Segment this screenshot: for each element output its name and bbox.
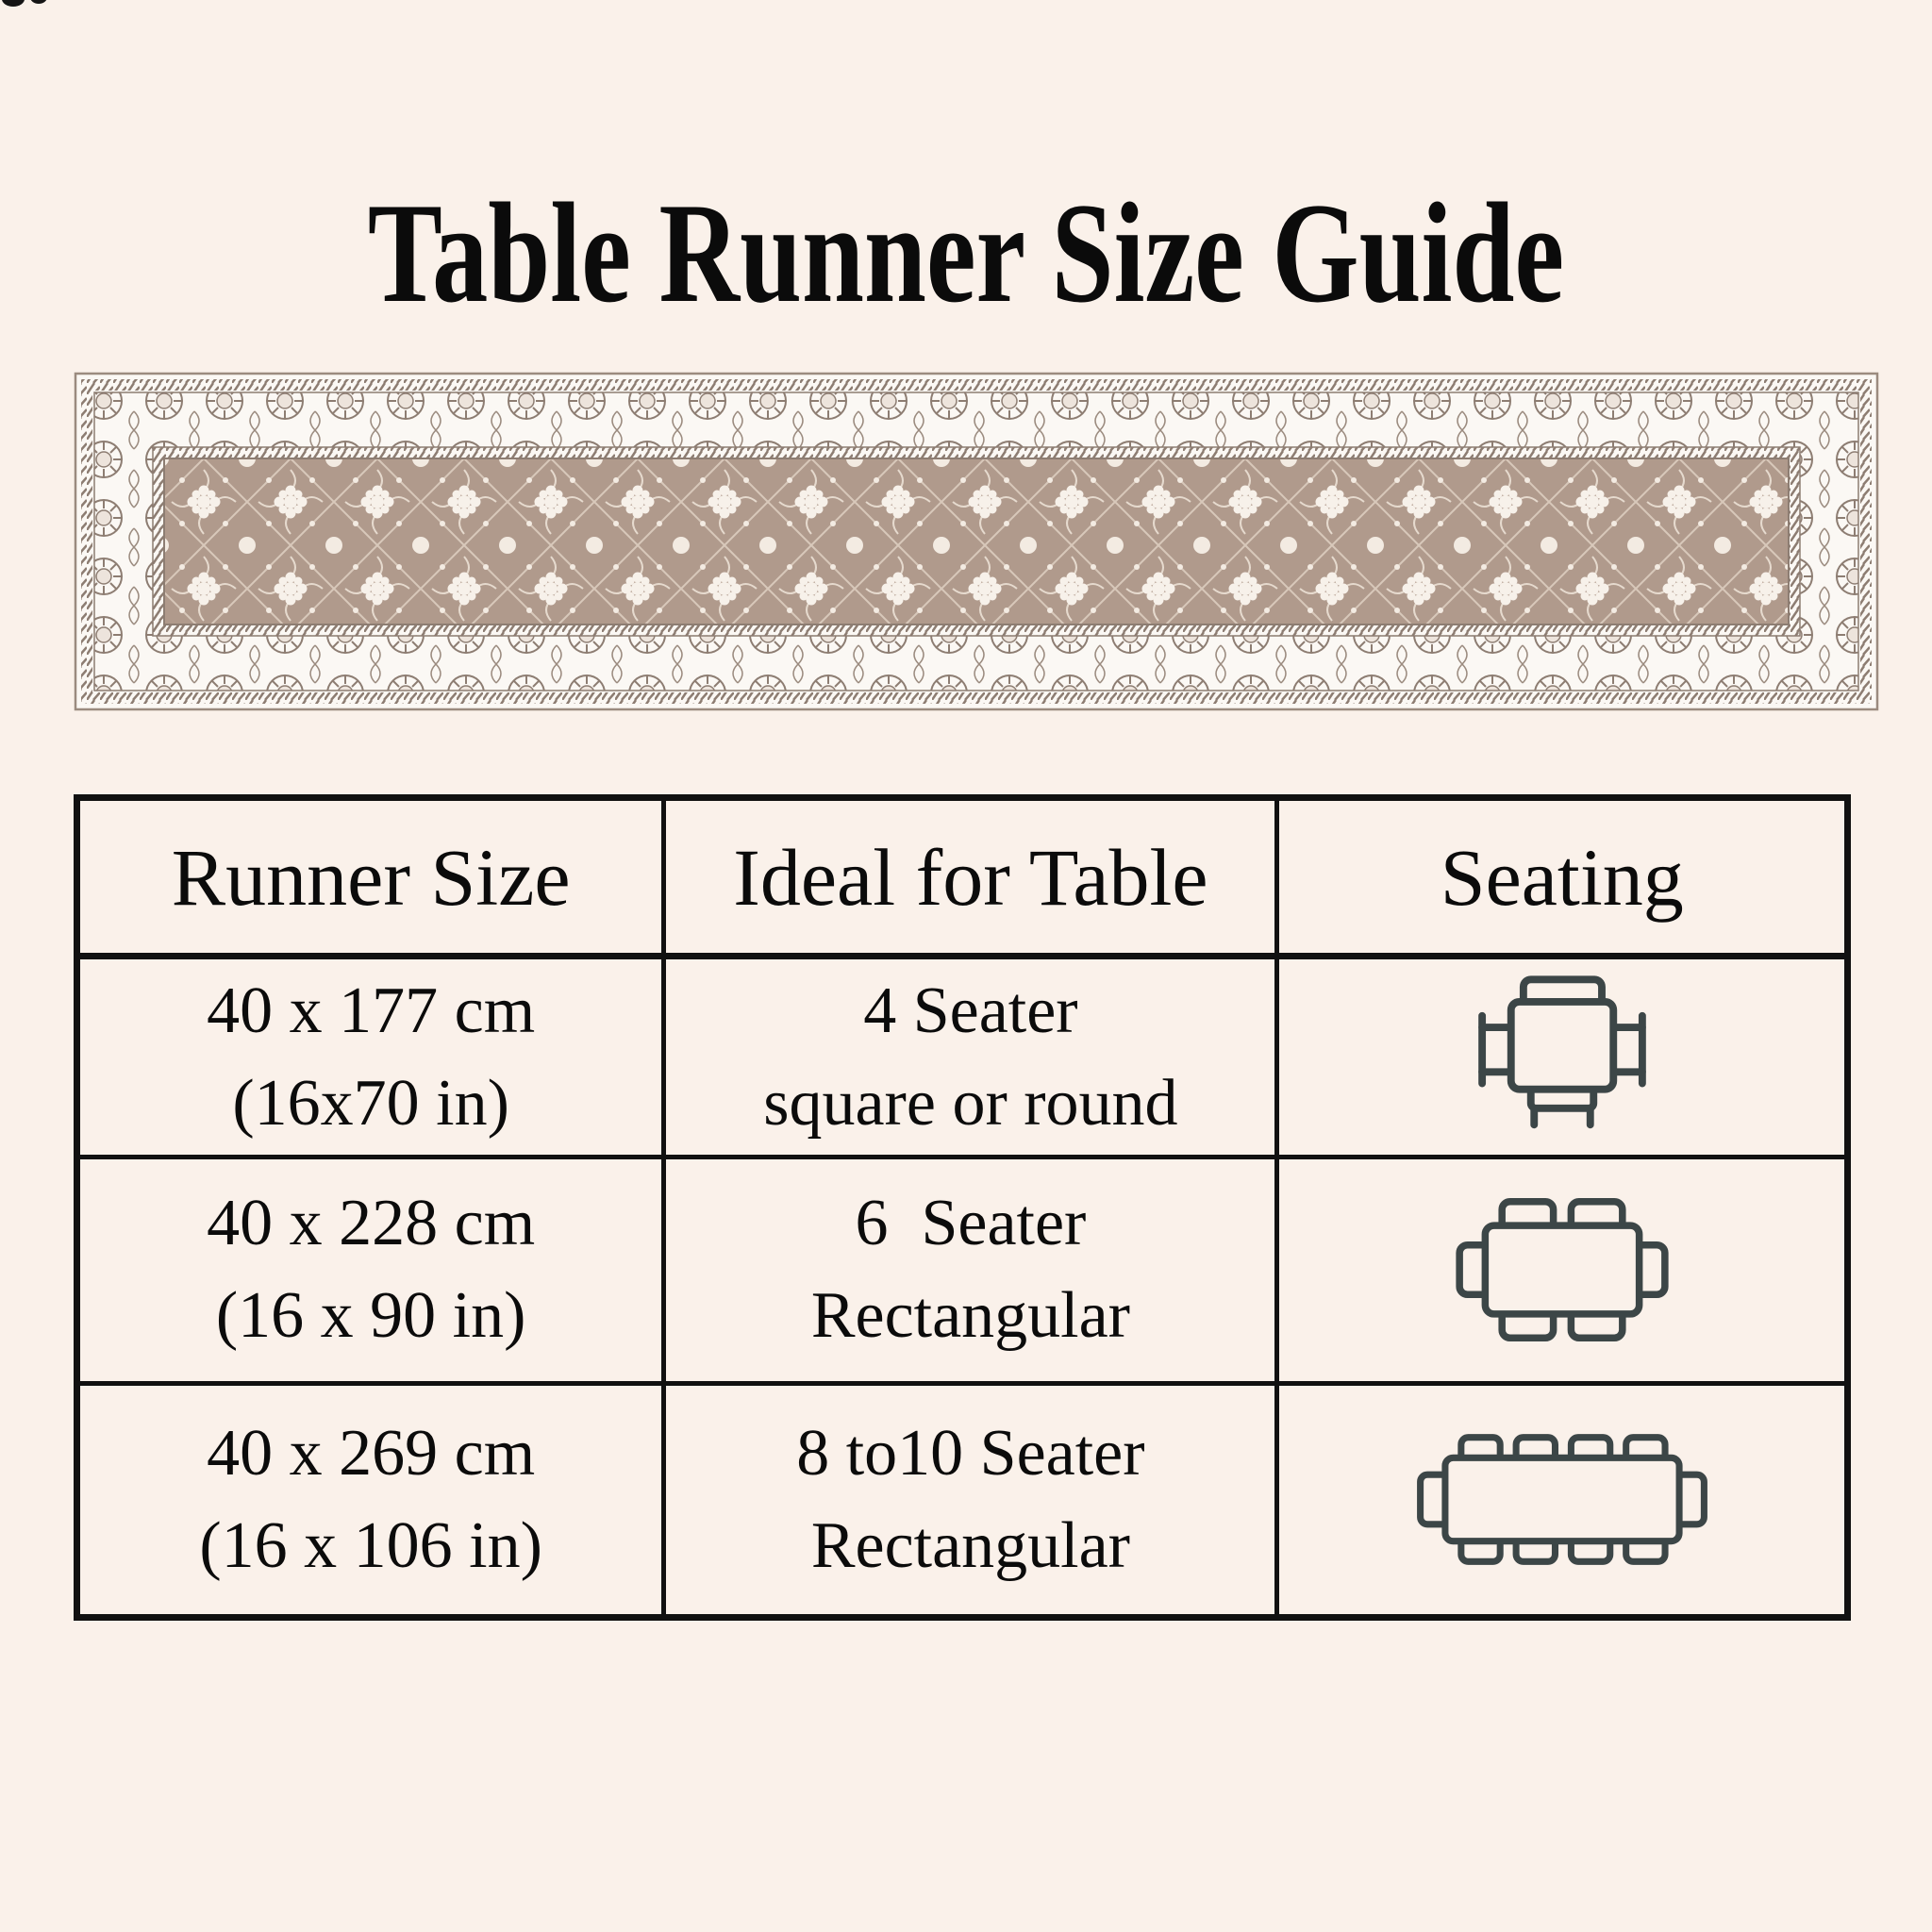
8-to-10-seater-rectangular-table-icon bbox=[1411, 1433, 1713, 1566]
table-row-1-size-cell bbox=[80, 959, 666, 1159]
runner-size-cm: 40 x 228 cm bbox=[207, 1187, 536, 1260]
table-row-2-seating-cell bbox=[1279, 1159, 1844, 1386]
table-row-3-size-cell bbox=[80, 1386, 666, 1614]
ideal-table-line2: Rectangular bbox=[810, 1279, 1130, 1353]
column-header-runner-size bbox=[80, 801, 666, 959]
ideal-table-line1: 4 Seater bbox=[863, 974, 1078, 1047]
column-header-ideal-for-table bbox=[666, 801, 1279, 959]
table-row-1-seating-cell bbox=[1279, 959, 1844, 1159]
table-row-1-ideal-cell bbox=[666, 959, 1279, 1159]
runner-size-in: (16 x 106 in) bbox=[199, 1508, 542, 1582]
runner-size-in: (16x70 in) bbox=[232, 1066, 509, 1140]
runner-size-in: (16 x 90 in) bbox=[215, 1279, 526, 1353]
column-header-label: Ideal for Table bbox=[733, 831, 1208, 923]
column-header-seating bbox=[1279, 801, 1844, 959]
page-title-text: Table Runner Size Guide bbox=[367, 174, 1565, 332]
ideal-table-line2: Rectangular bbox=[810, 1508, 1130, 1582]
column-header-label: Runner Size bbox=[171, 831, 571, 923]
runner-size-cm: 40 x 269 cm bbox=[207, 1416, 536, 1490]
ideal-table-line1: 6 Seater bbox=[855, 1187, 1087, 1260]
table-row-3-seating-cell bbox=[1279, 1386, 1844, 1614]
ideal-table-line1: 8 to10 Seater bbox=[796, 1416, 1145, 1490]
runner-size-cm: 40 x 177 cm bbox=[207, 974, 536, 1047]
table-row-2-ideal-cell bbox=[666, 1159, 1279, 1386]
4-seater-square-table-icon bbox=[1455, 974, 1670, 1140]
table-runner-illustration bbox=[74, 372, 1879, 711]
column-header-label: Seating bbox=[1440, 831, 1684, 923]
table-row-2-size-cell bbox=[80, 1159, 666, 1386]
page-title bbox=[0, 174, 1932, 332]
cropped-edge-mark bbox=[30, 0, 47, 4]
table-runner-photo bbox=[74, 372, 1879, 711]
ideal-table-line2: square or round bbox=[763, 1066, 1178, 1140]
cropped-edge-mark bbox=[2, 0, 25, 7]
6-seater-rectangular-table-icon bbox=[1447, 1194, 1677, 1345]
table-row-3-ideal-cell bbox=[666, 1386, 1279, 1614]
size-guide-table bbox=[74, 794, 1851, 1621]
